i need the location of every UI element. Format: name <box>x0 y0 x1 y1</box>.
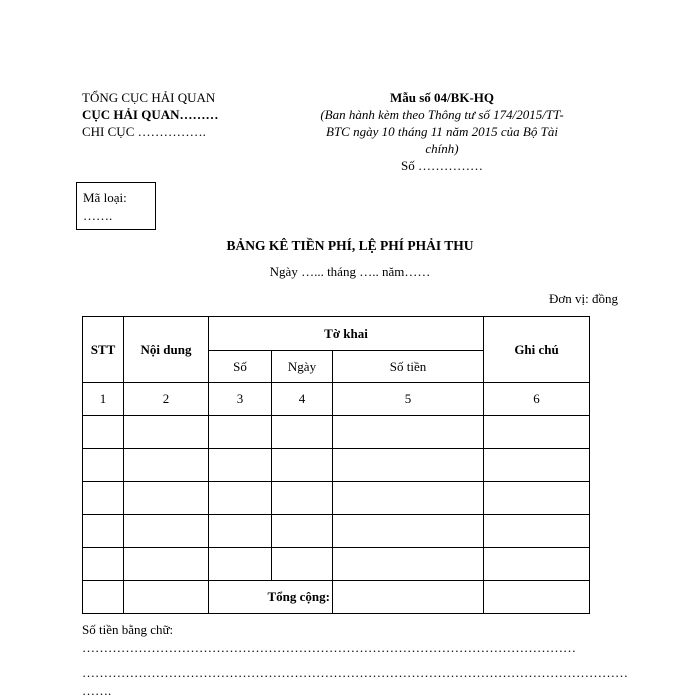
table-cell <box>83 449 124 482</box>
amount-in-words-label: Số tiền bằng chữ: <box>82 622 174 637</box>
table-cell <box>333 515 484 548</box>
table-cell <box>333 548 484 581</box>
table-cell <box>124 482 209 515</box>
table-row <box>83 482 590 515</box>
table-cell <box>124 548 209 581</box>
agency-general-department: TỔNG CỤC HẢI QUAN <box>82 90 216 105</box>
issued-note-line1: (Ban hành kèm theo Thông tư số 174/2015/TT- <box>320 107 564 122</box>
table-cell <box>333 482 484 515</box>
table-row <box>83 449 590 482</box>
table-cell <box>484 515 590 548</box>
table-cell <box>333 449 484 482</box>
amount-in-words-line1: …………………………………………………………………………………………………… <box>82 640 576 655</box>
form-info-block <box>306 89 578 174</box>
table-cell <box>272 482 333 515</box>
table-cell <box>83 581 124 614</box>
column-number: 6 <box>484 383 590 416</box>
table-cell <box>124 515 209 548</box>
header-content: Nội dung <box>124 317 209 383</box>
table-header-row <box>83 317 590 351</box>
table-cell <box>209 515 272 548</box>
document-number: Số …………… <box>401 158 483 173</box>
fee-table <box>82 316 590 614</box>
column-number: 3 <box>209 383 272 416</box>
issued-note-line2: BTC ngày 10 tháng 11 năm 2015 của Bộ Tài <box>326 124 558 139</box>
amount-in-words-line2: ……………………………………………………………………………………………………………… <box>82 665 628 680</box>
table-cell <box>124 449 209 482</box>
form-number: Mẫu số 04/BK-HQ <box>389 90 494 105</box>
table-cell <box>484 581 590 614</box>
table-cell <box>272 515 333 548</box>
type-code-box <box>76 182 156 230</box>
header-note: Ghi chú <box>484 317 590 383</box>
table-cell <box>209 482 272 515</box>
header-number: Số <box>209 351 272 383</box>
column-number: 5 <box>333 383 484 416</box>
table-cell <box>272 449 333 482</box>
header-declaration: Tờ khai <box>209 317 484 351</box>
table-row <box>83 515 590 548</box>
table-cell <box>124 581 209 614</box>
type-code-value: ……. <box>83 208 113 223</box>
table-cell <box>484 482 590 515</box>
column-number: 1 <box>83 383 124 416</box>
document-date-line: Ngày …... tháng ….. năm…… <box>269 264 431 279</box>
table-cell <box>484 548 590 581</box>
table-cell <box>209 416 272 449</box>
table-cell <box>209 548 272 581</box>
table-cell <box>272 548 333 581</box>
agency-department: CỤC HẢI QUAN……… <box>82 107 219 122</box>
total-label: Tổng cộng: <box>209 581 333 614</box>
table-cell <box>484 416 590 449</box>
issuing-agency-block <box>82 89 219 140</box>
column-number-row <box>83 383 590 416</box>
document-title: BẢNG KÊ TIỀN PHÍ, LỆ PHÍ PHẢI THU <box>226 238 474 253</box>
table-cell <box>209 449 272 482</box>
column-number: 2 <box>124 383 209 416</box>
header-amount: Số tiền <box>333 351 484 383</box>
table-cell <box>83 548 124 581</box>
header-stt: STT <box>83 317 124 383</box>
table-cell <box>272 416 333 449</box>
table-cell <box>124 416 209 449</box>
table-row <box>83 416 590 449</box>
table-cell <box>333 416 484 449</box>
type-code-label: Mã loại: <box>83 190 127 205</box>
table-cell <box>484 449 590 482</box>
total-row <box>83 581 590 614</box>
agency-branch: CHI CỤC ……………. <box>82 124 206 139</box>
column-number: 4 <box>272 383 333 416</box>
table-cell <box>83 515 124 548</box>
header-date: Ngày <box>272 351 333 383</box>
issued-note-line3: chính) <box>425 141 459 156</box>
table-cell <box>83 482 124 515</box>
table-row <box>83 548 590 581</box>
table-cell <box>83 416 124 449</box>
amount-in-words-line3: ……. <box>82 683 112 698</box>
total-amount-cell <box>333 581 484 614</box>
currency-unit: Đơn vị: đồng <box>549 291 618 306</box>
